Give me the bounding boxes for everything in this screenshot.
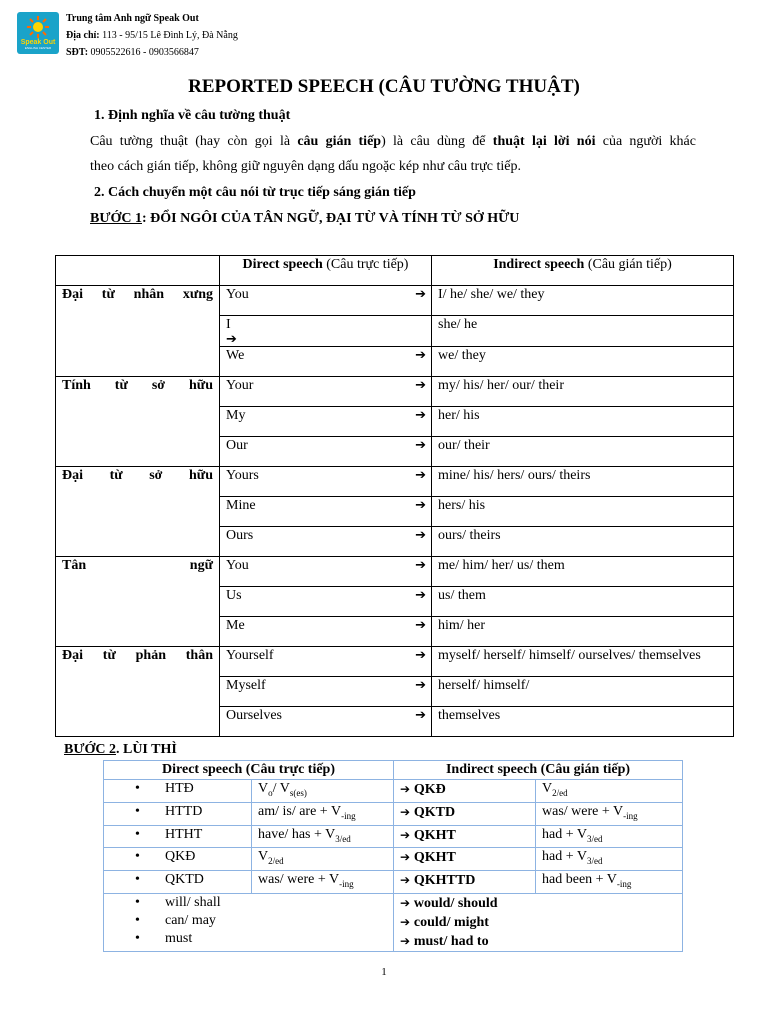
form-text: am/ is/ are + V — [258, 803, 342, 819]
form-subscript: 2/ed — [268, 856, 284, 867]
category-cell — [56, 647, 220, 737]
new-form-cell — [536, 825, 683, 848]
direct-cell — [220, 587, 432, 617]
direct-value: Yourself — [226, 648, 274, 663]
step-1-text: : ĐỔI NGÔI CỦA TÂN NGỮ, ĐẠI TỪ VÀ TÍNH TỪ SỞ HỮU — [141, 211, 520, 226]
indirect-value: ours/ theirs — [438, 528, 501, 543]
direct-value: Our — [226, 438, 248, 453]
new-form-cell — [536, 780, 683, 803]
phone-value: 0905522616 - 0903566847 — [88, 47, 199, 58]
right-arrow-icon: ➔ — [415, 438, 426, 453]
direct-value: Ours — [226, 528, 254, 543]
direct-value: Your — [226, 378, 254, 393]
direct-value: Mine — [226, 498, 256, 513]
new-form-cell — [536, 848, 683, 871]
definition-line-1 — [90, 134, 696, 150]
right-arrow-icon: ➔ — [415, 648, 426, 663]
new-tense-cell — [394, 802, 536, 825]
direct-value: You — [226, 287, 249, 302]
tense-name: HTĐ — [165, 781, 194, 796]
indirect-cell — [432, 647, 734, 677]
form-subscript: -ing — [339, 878, 354, 889]
form-subscript: s(es) — [289, 787, 307, 798]
right-arrow-icon: ➔ — [415, 378, 426, 393]
direct-value: Me — [226, 618, 245, 633]
indirect-value: themselves — [438, 708, 501, 723]
category-label: Tính từ sở hữu — [62, 378, 213, 393]
modal-indirect: must/ had to — [413, 933, 489, 949]
modal-indirect-cell — [394, 893, 683, 951]
bullet-icon: • — [135, 872, 140, 888]
right-arrow-icon: ➔ — [400, 873, 414, 888]
category-cell — [56, 557, 220, 647]
step-2-text: . LÙI THÌ — [115, 742, 177, 757]
text-run-bold: thuật lại lời nói — [492, 134, 596, 149]
indirect-value: mine/ his/ hers/ ours/ theirs — [438, 468, 591, 483]
indirect-value: hers/ his — [438, 498, 486, 513]
form-subscript: 2/ed — [552, 787, 568, 798]
direct-speech-header: Direct speech (Câu trực tiếp) — [104, 761, 394, 780]
category-label: Tân ngữ — [62, 558, 213, 573]
table-row — [56, 557, 734, 587]
direct-value: You — [226, 558, 249, 573]
right-arrow-icon: ➔ — [400, 804, 414, 819]
form-subscript: -ing — [623, 810, 638, 821]
definition-line-2: theo cách gián tiếp, không giữ nguyên dạng dấu ngoặc kép như câu trực tiếp. — [90, 159, 521, 174]
address-label: Địa chỉ: — [66, 30, 100, 41]
right-arrow-icon: ➔ — [415, 408, 426, 423]
bullet-icon: • — [135, 803, 140, 819]
header-bold: Direct speech — [242, 257, 323, 272]
direct-cell — [220, 557, 432, 587]
right-arrow-icon: ➔ — [400, 850, 414, 865]
list-item — [400, 894, 676, 913]
new-tense-name: QKHT — [413, 827, 456, 843]
category-label: Đại từ phản thân — [62, 648, 213, 663]
right-arrow-icon: ➔ — [400, 895, 414, 910]
table-row — [104, 802, 683, 825]
form-text: had + V — [542, 826, 587, 842]
form-cell — [252, 848, 394, 871]
direct-cell — [220, 467, 432, 497]
new-form-cell — [536, 802, 683, 825]
header-normal: (Câu trực tiếp) — [322, 257, 409, 272]
indirect-value: me/ him/ her/ us/ them — [438, 558, 565, 573]
right-arrow-icon: ➔ — [415, 348, 426, 363]
list-item — [400, 932, 676, 951]
indirect-value: I/ he/ she/ we/ they — [438, 287, 545, 302]
table-header-row — [104, 761, 683, 780]
direct-value: Us — [226, 588, 242, 603]
table-row — [104, 871, 683, 894]
form-text: had been + V — [542, 872, 617, 888]
indirect-value: her/ his — [438, 408, 480, 423]
indirect-cell — [432, 316, 734, 347]
form-cell — [252, 825, 394, 848]
right-arrow-icon: ➔ — [415, 588, 426, 603]
text-run-bold: câu gián tiếp — [297, 134, 382, 149]
bullet-icon: • — [135, 849, 140, 865]
page-title: REPORTED SPEECH (CÂU TƯỜNG THUẬT) — [188, 76, 580, 97]
indirect-cell — [432, 527, 734, 557]
form-text: V — [542, 781, 553, 796]
form-text: was/ were + V — [542, 803, 624, 819]
tense-cell — [104, 848, 252, 871]
direct-cell — [220, 286, 432, 316]
new-tense-name: QKHTTD — [413, 873, 476, 889]
indirect-cell — [432, 407, 734, 437]
form-subscript: 3/ed — [586, 856, 603, 867]
list-item — [110, 912, 387, 930]
direct-cell — [220, 377, 432, 407]
section-1-heading: 1. Định nghĩa về câu tường thuật — [94, 108, 291, 123]
tense-backshift-table — [103, 760, 683, 952]
right-arrow-icon: ➔ — [226, 332, 237, 347]
form-text: have/ has + V — [258, 826, 336, 842]
indirect-cell — [432, 497, 734, 527]
direct-value: Yours — [226, 468, 259, 483]
tense-cell — [104, 802, 252, 825]
step-2-label: BƯỚC 2 — [64, 742, 116, 757]
form-subscript: -ing — [341, 810, 356, 821]
address-value: 113 - 95/15 Lê Đình Lý, Đà Nẵng — [99, 30, 238, 41]
modal-verbs-row — [104, 893, 683, 951]
indirect-cell — [432, 467, 734, 497]
direct-value: My — [226, 408, 246, 423]
right-arrow-icon: ➔ — [415, 708, 426, 723]
category-cell — [56, 286, 220, 377]
new-tense-cell — [394, 871, 536, 894]
direct-value: We — [226, 348, 245, 363]
list-item — [400, 913, 676, 932]
right-arrow-icon: ➔ — [415, 528, 426, 543]
modal-direct: will/ shall — [165, 894, 221, 910]
list-item — [110, 930, 387, 948]
new-tense-name: QKTD — [413, 804, 456, 820]
direct-speech-header — [220, 256, 432, 286]
indirect-speech-header: Indirect speech (Câu gián tiếp) — [394, 761, 683, 780]
indirect-cell — [432, 557, 734, 587]
section-2-heading: 2. Cách chuyển một câu nói từ trục tiếp sáng gián tiếp — [94, 185, 416, 200]
indirect-cell — [432, 617, 734, 647]
page-number: 1 — [381, 966, 387, 978]
direct-cell — [220, 437, 432, 467]
bullet-icon: • — [135, 781, 140, 796]
direct-value: Ourselves — [226, 708, 282, 723]
indirect-value: myself/ herself/ himself/ ourselves/ themselves — [438, 648, 701, 663]
modal-indirect: could/ might — [413, 914, 489, 930]
tense-name: QKĐ — [165, 849, 196, 865]
indirect-value: our/ their — [438, 438, 490, 453]
pronoun-change-table — [55, 255, 734, 737]
text-run: ) là câu dùng để — [381, 134, 493, 149]
table-row — [104, 825, 683, 848]
right-arrow-icon: ➔ — [400, 914, 414, 929]
modal-direct-cell — [104, 893, 394, 951]
bullet-icon: • — [135, 930, 140, 946]
right-arrow-icon: ➔ — [415, 678, 426, 693]
category-label: Đại từ nhân xưng — [62, 287, 213, 302]
indirect-cell — [432, 677, 734, 707]
modal-direct: must — [165, 930, 193, 946]
indirect-value: him/ her — [438, 618, 486, 633]
category-cell — [56, 377, 220, 467]
bullet-icon: • — [135, 912, 140, 928]
table-header-row — [56, 256, 734, 286]
direct-cell — [220, 707, 432, 737]
organization-name: Trung tâm Anh ngữ Speak Out — [66, 13, 199, 24]
step-1-heading — [90, 211, 519, 227]
tense-cell — [104, 871, 252, 894]
direct-value: Myself — [226, 678, 266, 693]
right-arrow-icon: ➔ — [415, 558, 426, 573]
direct-cell — [220, 316, 432, 347]
form-text: V — [258, 781, 269, 796]
indirect-value: herself/ himself/ — [438, 678, 530, 693]
form-subscript: -ing — [616, 878, 632, 889]
direct-cell — [220, 617, 432, 647]
direct-cell — [220, 527, 432, 557]
indirect-speech-header — [432, 256, 734, 286]
new-form-cell — [536, 871, 683, 894]
text-run: của người khác — [595, 134, 696, 149]
direct-cell — [220, 497, 432, 527]
direct-cell — [220, 347, 432, 377]
form-text: / V — [272, 781, 290, 796]
right-arrow-icon: ➔ — [400, 827, 414, 842]
form-text: V — [258, 849, 269, 865]
form-cell — [252, 802, 394, 825]
category-cell — [56, 467, 220, 557]
step-1-label: BƯỚC 1 — [90, 211, 142, 226]
tense-name: QKTD — [165, 872, 204, 888]
new-tense-cell — [394, 780, 536, 803]
form-cell — [252, 780, 394, 803]
address-line — [66, 27, 238, 44]
table-row — [56, 286, 734, 316]
indirect-cell — [432, 587, 734, 617]
direct-cell — [220, 647, 432, 677]
right-arrow-icon: ➔ — [415, 498, 426, 513]
indirect-value: we/ they — [438, 348, 486, 363]
bullet-icon: • — [135, 826, 140, 842]
text-run: Câu tường thuật (hay còn gọi là — [90, 134, 298, 149]
speak-out-logo — [17, 12, 59, 54]
form-text: had + V — [542, 849, 587, 865]
indirect-cell — [432, 347, 734, 377]
indirect-cell — [432, 377, 734, 407]
new-tense-cell — [394, 825, 536, 848]
table-row — [56, 647, 734, 677]
bullet-icon: • — [135, 894, 140, 910]
indirect-value: she/ he — [438, 317, 478, 332]
tense-name: HTHT — [165, 826, 203, 842]
form-subscript: o — [268, 787, 273, 798]
indirect-cell — [432, 707, 734, 737]
list-item — [110, 894, 387, 912]
step-2-heading — [64, 742, 177, 758]
table-row — [56, 467, 734, 497]
right-arrow-icon: ➔ — [415, 287, 426, 302]
logo-subtext: ENGLISH CENTER — [24, 46, 52, 50]
right-arrow-icon: ➔ — [415, 618, 426, 633]
tense-cell — [104, 780, 252, 803]
phone-label: SĐT: — [66, 47, 89, 58]
new-tense-name: QKĐ — [413, 782, 446, 797]
empty-header-cell — [56, 256, 220, 286]
category-label: Đại từ sở hữu — [62, 468, 213, 483]
modal-direct: can/ may — [165, 912, 216, 928]
indirect-value: us/ them — [438, 588, 486, 603]
header-bold: Indirect speech — [493, 257, 585, 272]
form-subscript: 3/ed — [586, 833, 603, 844]
logo-text: Speak Out — [20, 39, 56, 46]
indirect-cell — [432, 437, 734, 467]
header-normal: (Câu gián tiếp) — [584, 257, 672, 272]
right-arrow-icon: ➔ — [415, 468, 426, 483]
phone-line — [66, 44, 238, 61]
tense-name: HTTD — [165, 803, 203, 819]
modal-indirect: would/ should — [413, 895, 498, 911]
right-arrow-icon: ➔ — [400, 782, 414, 796]
indirect-cell — [432, 286, 734, 316]
direct-cell — [220, 407, 432, 437]
new-tense-name: QKHT — [413, 850, 456, 866]
direct-value: I — [226, 317, 231, 332]
indirect-value: my/ his/ her/ our/ their — [438, 378, 564, 393]
table-row — [104, 780, 683, 803]
new-tense-cell — [394, 848, 536, 871]
right-arrow-icon: ➔ — [400, 933, 414, 948]
form-cell — [252, 871, 394, 894]
organization-info — [66, 10, 238, 61]
table-row — [56, 377, 734, 407]
direct-cell — [220, 677, 432, 707]
form-subscript: 3/ed — [335, 833, 351, 844]
form-text: was/ were + V — [258, 872, 340, 888]
table-row — [104, 848, 683, 871]
tense-cell — [104, 825, 252, 848]
